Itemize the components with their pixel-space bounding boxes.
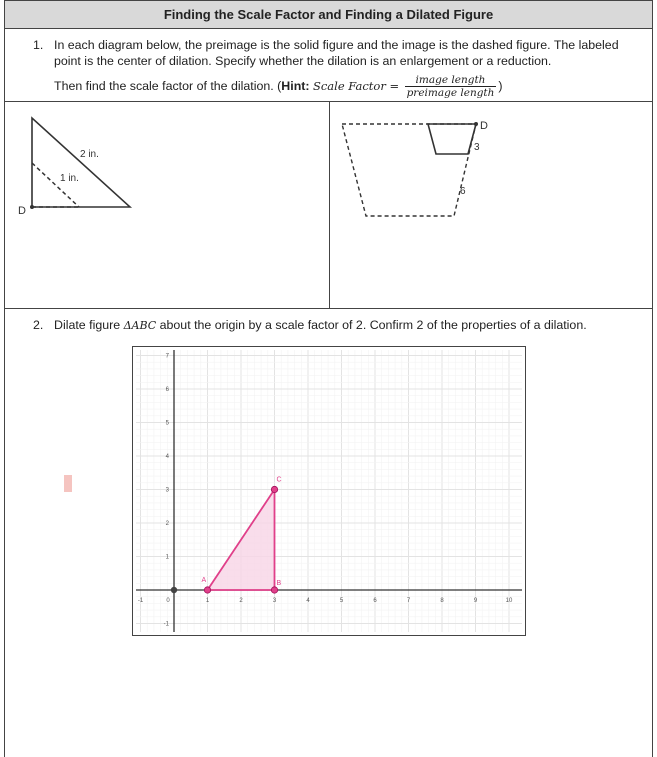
hint-label: Hint: xyxy=(281,78,310,93)
question-2-number: 2. xyxy=(33,318,44,332)
y-tick-label: -1 xyxy=(163,621,169,628)
y-tick-label: 3 xyxy=(165,487,169,494)
hint-prefix: Then find the scale factor of the dilation. ( xyxy=(54,78,282,93)
x-tick-label: 2 xyxy=(239,598,243,604)
diagram-a-inner-label: 1 in. xyxy=(60,173,79,184)
x-tick-label: 7 xyxy=(406,598,411,604)
y-tick-label: 7 xyxy=(165,353,169,360)
x-tick-label: 6 xyxy=(373,598,377,604)
vertex-label-c: C xyxy=(276,476,282,484)
x-tick-label: 0 xyxy=(166,598,170,604)
question-1 xyxy=(4,29,653,102)
diagram-a-point-label: D xyxy=(18,205,26,217)
question-2-text-after: about the origin by a scale factor of 2. Confirm 2 of the properties of a dilation. xyxy=(159,318,587,332)
page-marker xyxy=(64,475,72,492)
diagram-a-outer-label: 2 in. xyxy=(80,149,99,160)
vertex-a xyxy=(204,587,210,593)
x-tick-label: 9 xyxy=(473,598,478,604)
hint-fraction xyxy=(405,74,497,99)
x-tick-label: 10 xyxy=(505,598,513,604)
graph-frame xyxy=(133,347,526,636)
diagram-b-center-point xyxy=(474,122,478,126)
x-tick-label: 1 xyxy=(205,598,210,604)
hint-formula: Scale Factor = xyxy=(312,78,400,93)
vertex-b xyxy=(271,587,277,593)
diagram-a-image xyxy=(32,163,79,207)
question-2-text xyxy=(54,318,587,332)
x-tick-label: 3 xyxy=(272,598,277,604)
x-tick-label: 5 xyxy=(339,598,344,604)
x-tick-label: 4 xyxy=(306,598,310,604)
vertex-label-b: B xyxy=(276,580,282,587)
question-1-number: 1. xyxy=(33,38,44,52)
vertex-c xyxy=(271,486,277,492)
diagram-a xyxy=(4,102,329,308)
diagram-b-top-label: 3 xyxy=(474,142,480,153)
question-1-hint-line xyxy=(54,74,503,99)
coordinate-graph xyxy=(132,346,526,636)
page-title: Finding the Scale Factor and Finding a Dilated Figure xyxy=(4,0,653,29)
hint-close-paren: ) xyxy=(498,78,503,93)
y-tick-label: 2 xyxy=(165,521,169,527)
diagram-a-center-point xyxy=(30,205,34,209)
x-tick-label: 8 xyxy=(440,598,444,604)
diagram-b-image xyxy=(342,124,476,216)
y-tick-label: 1 xyxy=(165,554,169,561)
diagram-b-preimage xyxy=(428,124,476,154)
origin-point xyxy=(171,587,177,593)
triangle-label: ΔABC xyxy=(123,319,157,332)
fraction-numerator: image length xyxy=(405,74,497,87)
vertex-label-a: A xyxy=(201,577,207,584)
y-tick-label: 6 xyxy=(165,387,169,393)
question-1-text: In each diagram below, the preimage is the solid figure and the image is the dashed figure. The labeled point is the center of dilation. Specify whether the dilation is an enlargement or a reduction. xyxy=(54,38,619,68)
y-tick-label: 4 xyxy=(165,454,169,460)
diagram-cells xyxy=(4,102,653,309)
y-tick-label: 5 xyxy=(165,420,169,427)
diagram-b xyxy=(330,102,653,308)
diagram-b-point-label: D xyxy=(480,120,488,132)
x-tick-label: -1 xyxy=(137,598,144,604)
fraction-denominator: preimage length xyxy=(406,87,495,99)
diagram-b-side-label: 6 xyxy=(460,186,466,197)
question-2-text-before: Dilate figure xyxy=(54,318,121,332)
diagram-a-preimage xyxy=(32,118,130,207)
